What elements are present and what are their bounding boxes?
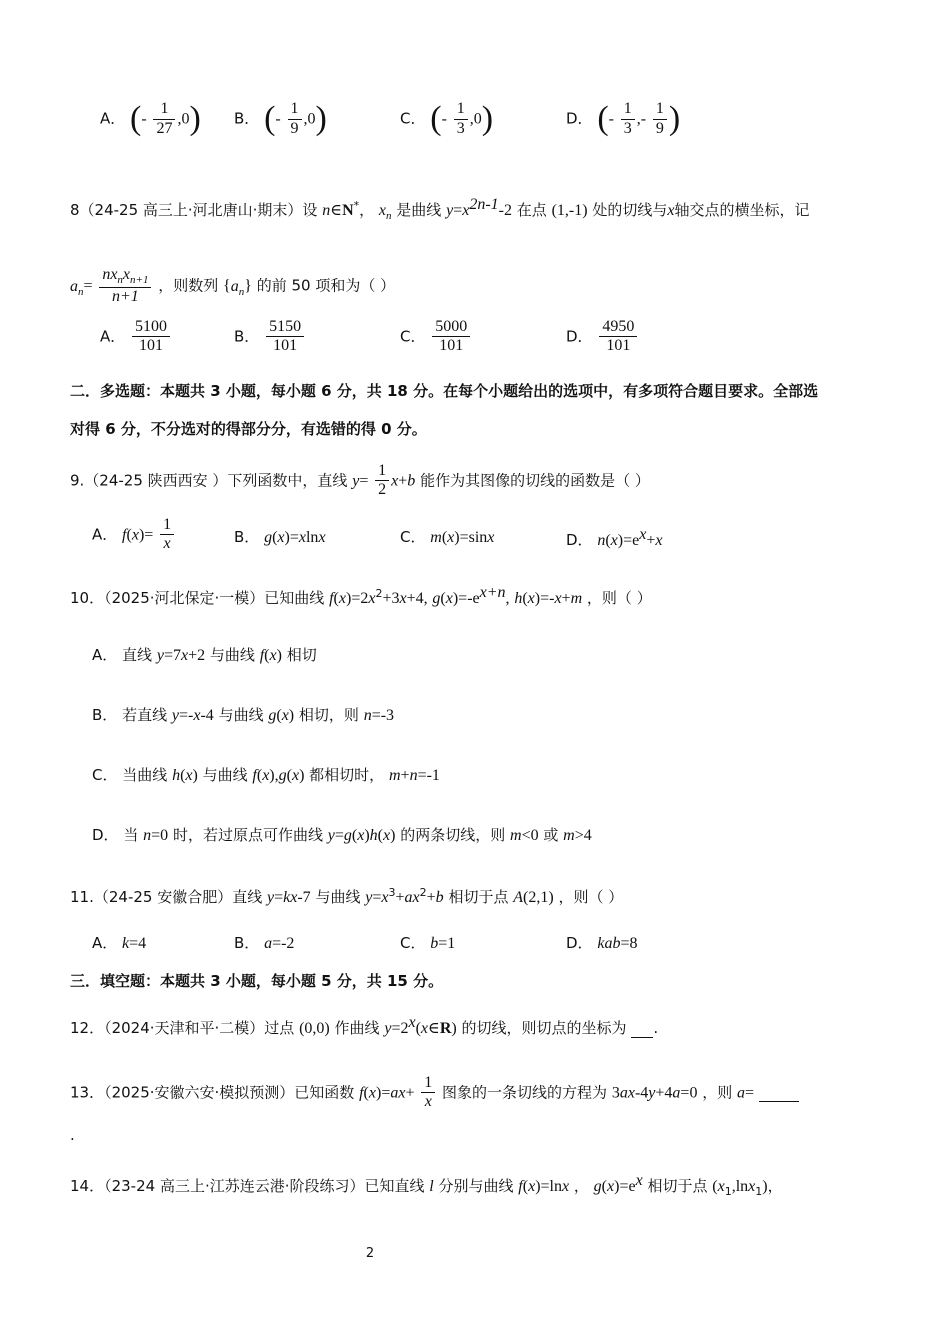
q9-option-c[interactable]: C． m(x)=sinx — [400, 528, 495, 546]
page-number: 2 — [365, 1246, 375, 1261]
q8-option-c[interactable]: C． $\frac{5000}{101}$ — [400, 318, 472, 356]
q13-period: . — [70, 1126, 75, 1144]
q7-option-c[interactable]: C． (- $\frac{1}{3}$ ,0) — [400, 100, 494, 137]
q7-option-d[interactable]: D． (- $\frac{1}{3}$ ,- $\frac{1}{9}$ ) — [566, 100, 681, 137]
answer-blank[interactable] — [631, 1019, 653, 1038]
section3-heading: 三．填空题：本题共 3 小题，每小题 5 分，共 15 分。 — [70, 972, 444, 990]
q8-option-b[interactable]: B． $\frac{5150}{101}$ — [234, 318, 306, 356]
q10-stem: 10．（2025·河北保定·一模）已知曲线 $f(x)=2x^2+3x+4$, $g(x)=-e^{x+n}$, h(x)=-x+m ，则（ ） — [70, 584, 652, 607]
q8-stem-line1: 8（24-25 高三上·河北唐山·期末）设 n∈N*， $x_n$ 是曲线 $y=x^{2n-1}-2$ 在点 (1,-1) 处的切线与x轴交点的横坐标，记 — [70, 196, 810, 223]
section2-heading-line2: 对得 6 分，不分选对的得部分分，有选错的得 0 分。 — [70, 420, 427, 438]
q11-stem: 11.（24-25 安徽合肥）直线 y=kx-7 与曲线 $y=x^3+ax^2+b$ 相切于点 A(2,1) ，则（ ） — [70, 886, 624, 906]
q10-option-b[interactable]: B． 若直线 y=-x-4 与曲线 g(x) 相切，则 n=-3 — [92, 706, 395, 724]
q8-option-d[interactable]: D． $\frac{4950}{101}$ — [566, 318, 639, 356]
q10-option-c[interactable]: C． 当曲线 h(x) 与曲线 f(x),g(x) 都相切时， m+n=-1 — [92, 766, 440, 784]
q9-stem: 9.（24-25 陕西西安 ）下列函数中，直线 y= $\frac{1}{2}$ x+b 能作为其图像的切线的函数是（ ） — [70, 462, 650, 499]
q8-option-a[interactable]: A． $\frac{5100}{101}$ — [100, 318, 172, 356]
q9-option-b[interactable]: B． g(x)=xlnx — [234, 528, 326, 546]
q7-option-a[interactable]: A． (- $\frac{1}{27}$ ,0) — [100, 100, 201, 137]
q11-option-d[interactable]: D． kab=8 — [566, 934, 638, 952]
q8-stem-line2: $a_n=$ $\frac{nx_nx_{n+1}}{n+1}$ ，则数列 $\{a_n\}$ 的前 50 项和为（ ） — [70, 266, 396, 305]
q11-option-b[interactable]: B． a=-2 — [234, 934, 295, 952]
q7-option-b[interactable]: B． (- $\frac{1}{9}$ ,0) — [234, 100, 327, 137]
q11-option-a[interactable]: A． k=4 — [92, 934, 147, 952]
answer-blank[interactable] — [759, 1083, 799, 1102]
section2-heading-line1: 二．多选题：本题共 3 小题，每小题 6 分，共 18 分。在每个小题给出的选项中，有多项符合题目要求。全部选 — [70, 382, 819, 400]
q14-stem: 14．（23-24 高三上·江苏连云港·阶段练习）已知直线 l 分别与曲线 f(x)=lnx ， $g(x)=e^x$ 相切于点 $(x_1,\ln x_1)$， — [70, 1172, 783, 1198]
q12-stem: 12．（2024·天津和平·二模）过点 (0,0) 作曲线 $y=2^x(x\in R)$ 的切线，则切点的坐标为 . — [70, 1014, 659, 1037]
q13-stem: 13．（2025·安徽六安·模拟预测）已知函数 f(x)=ax+ $\frac{1}{x}$ 图象的一条切线的方程为 3ax-4y+4a=0 ，则 a= — [70, 1074, 799, 1112]
q9-option-d[interactable]: D． $n(x)=e^x+x$ — [566, 526, 663, 549]
q10-option-d[interactable]: D． 当 n=0 时，若过原点可作曲线 y=g(x)h(x) 的两条切线，则 m<0 或 m>4 — [92, 826, 592, 844]
q11-option-c[interactable]: C． b=1 — [400, 934, 456, 952]
q9-option-a[interactable]: A． f(x)= $\frac{1}{x}$ — [92, 516, 176, 554]
q10-option-a[interactable]: A． 直线 y=7x+2 与曲线 f(x) 相切 — [92, 646, 317, 664]
